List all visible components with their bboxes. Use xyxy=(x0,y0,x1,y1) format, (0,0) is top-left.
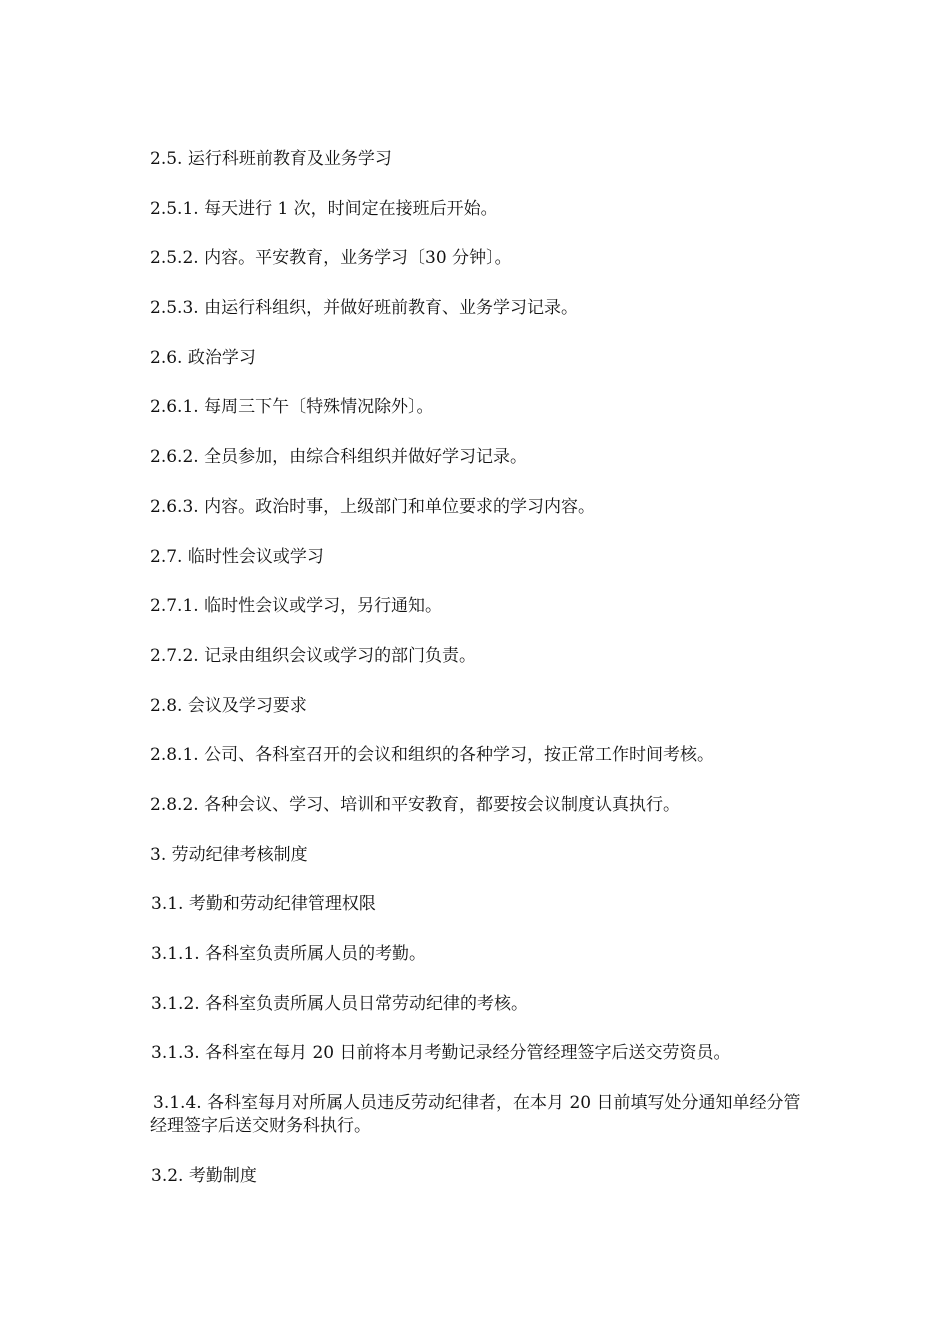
paragraph-2-7-2: 2.7.2. 记录由组织会议或学习的部门负责。 xyxy=(150,645,477,666)
paragraph-2-6-2: 2.6.2. 全员参加，由综合科组织并做好学习记录。 xyxy=(150,447,528,468)
paragraph-2-5: 2.5. 运行科班前教育及业务学习 xyxy=(150,149,392,169)
paragraph-2-5-3: 2.5.3. 由运行科组织，并做好班前教育、业务学习记录。 xyxy=(150,298,579,319)
section-heading-3: 3. 劳动纪律考核制度 xyxy=(150,844,308,865)
paragraph-2-8-1: 2.8.1. 公司、各科室召开的会议和组织的各种学习，按正常工作时间考核。 xyxy=(150,745,715,766)
document-body xyxy=(150,148,810,1215)
paragraph-2-6-1: 2.6.1. 每周三下午〔特殊情况除外〕。 xyxy=(150,397,434,418)
paragraph-2-7: 2.7. 临时性会议或学习 xyxy=(150,546,324,567)
paragraph-2-6-3: 2.6.3. 内容。政治时事，上级部门和单位要求的学习内容。 xyxy=(150,496,596,517)
paragraph-3-1-4: 3.1.4. 各科室每月对所属人员违反劳动纪律者，在本月 20 日前填写处分通知单经分管经理签字后送交财务科执行。 xyxy=(150,1093,801,1137)
paragraph-3-1-1: 3.1.1. 各科室负责所属人员的考勤。 xyxy=(151,944,427,964)
paragraph-3-2: 3.2. 考勤制度 xyxy=(151,1166,257,1187)
paragraph-2-8-2: 2.8.2. 各种会议、学习、培训和平安教育，都要按会议制度认真执行。 xyxy=(150,794,681,815)
paragraph-2-7-1: 2.7.1. 临时性会议或学习，另行通知。 xyxy=(150,596,443,617)
paragraph-3-1-3: 3.1.3. 各科室在每月 20 日前将本月考勤记录经分管经理签字后送交劳资员。 xyxy=(151,1043,731,1064)
paragraph-2-5-1: 2.5.1. 每天进行 1 次，时间定在接班后开始。 xyxy=(150,198,498,219)
paragraph-2-6: 2.6. 政治学习 xyxy=(150,347,256,368)
paragraph-2-5-2: 2.5.2. 内容。平安教育，业务学习〔30 分钟〕。 xyxy=(150,248,512,269)
paragraph-2-8: 2.8. 会议及学习要求 xyxy=(150,695,307,716)
paragraph-3-1: 3.1. 考勤和劳动纪律管理权限 xyxy=(151,894,376,915)
paragraph-3-1-2: 3.1.2. 各科室负责所属人员日常劳动纪律的考核。 xyxy=(151,993,529,1014)
